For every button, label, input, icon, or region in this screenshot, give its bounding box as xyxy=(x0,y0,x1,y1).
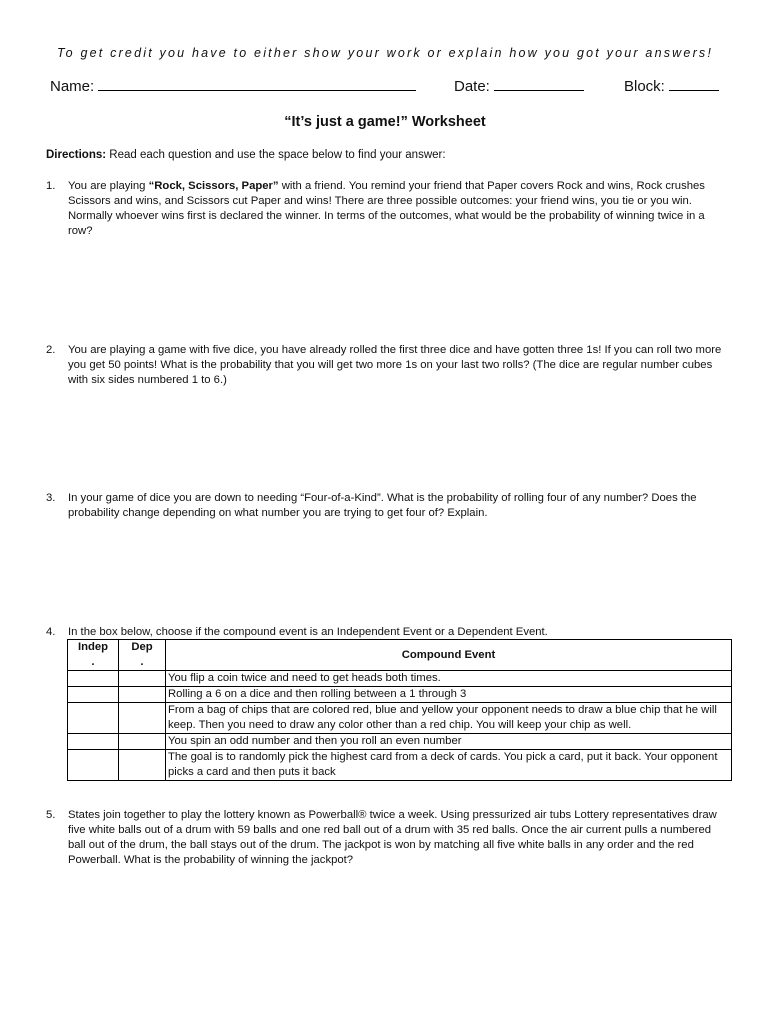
event-cell: You spin an odd number and then you roll an even number xyxy=(166,734,732,750)
dependent-cell[interactable] xyxy=(119,703,166,734)
table-row xyxy=(68,671,732,687)
question-number: 2. xyxy=(46,344,56,356)
question-4 xyxy=(46,625,726,640)
question-text: In the box below, choose if the compound event is an Independent Event or a Dependent Event. xyxy=(68,626,548,638)
event-cell: The goal is to randomly pick the highest card from a deck of cards. You pick a card, put it back. Your opponent picks a card and then puts it back xyxy=(166,750,732,781)
question-text: You are playing “Rock, Scissors, Paper” with a friend. You remind your friend that Paper covers Rock and wins, Rock crushes Scissors and wins, and Scissors cut Paper and wins! There are three possible outcomes: your friend wins, you tie or you win. Normally whoever wins first is declared the winner. In terms of the outcomes, what would be the probability of winning twice in a row? xyxy=(68,180,705,237)
independent-cell[interactable] xyxy=(68,703,119,734)
independent-cell[interactable] xyxy=(68,734,119,750)
name-field xyxy=(50,76,416,95)
event-cell: From a bag of chips that are colored red, blue and yellow your opponent needs to draw a blue chip that he will keep. Then you need to draw any color other than a red chip. You will keep your chip as well. xyxy=(166,703,732,734)
directions xyxy=(46,149,446,161)
block-field xyxy=(624,76,719,95)
directions-text: Read each question and use the space below to find your answer: xyxy=(109,149,446,161)
column-header-compound-event: Compound Event xyxy=(166,640,732,671)
worksheet-title: “It’s just a game!” Worksheet xyxy=(284,114,486,130)
question-2 xyxy=(46,343,726,388)
question-3 xyxy=(46,491,726,521)
question-number: 1. xyxy=(46,180,56,192)
event-cell: Rolling a 6 on a dice and then rolling between a 1 through 3 xyxy=(166,687,732,703)
question-5 xyxy=(46,808,726,868)
table-row xyxy=(68,734,732,750)
independent-cell[interactable] xyxy=(68,750,119,781)
question-text: You are playing a game with five dice, you have already rolled the first three dice and have gotten three 1s! If you can roll two more you get 50 points! What is the probability that you will get two more 1s on your last two rolls? (The dice are regular number cubes with six sides numbered 1 to 6.) xyxy=(68,344,722,386)
independent-cell[interactable] xyxy=(68,687,119,703)
question-number: 5. xyxy=(46,809,56,821)
directions-label: Directions: xyxy=(46,149,107,161)
credit-note: To get credit you have to either show your work or explain how you got your answers! xyxy=(56,46,714,60)
name-line[interactable] xyxy=(98,76,416,91)
date-label: Date: xyxy=(454,78,490,95)
dependent-cell[interactable] xyxy=(119,687,166,703)
question-number: 3. xyxy=(46,492,56,504)
column-header-dependent: Dep . xyxy=(119,640,166,671)
question-text: In your game of dice you are down to needing “Four-of-a-Kind”. What is the probability of rolling four of any number? Does the probability change depending on what number you are trying to get four of? Explain. xyxy=(68,492,697,519)
question-text: States join together to play the lottery known as Powerball® twice a week. Using pressurized air tubs Lottery representatives draw five white balls out of a drum with 59 balls and one red ball out of a drum with 35 red balls. Once the air current pulls a numbered ball out of the drum, the ball stays out of the drum. The jackpot is won by matching all five white balls in any order and the red Powerball. What is the probability of winning the jackpot? xyxy=(68,809,717,866)
independent-cell[interactable] xyxy=(68,671,119,687)
block-line[interactable] xyxy=(669,76,719,91)
name-label: Name: xyxy=(50,78,95,95)
block-label: Block: xyxy=(624,78,665,95)
table-header-row xyxy=(68,640,732,671)
dependent-cell[interactable] xyxy=(119,734,166,750)
column-header-independent: Indep . xyxy=(68,640,119,671)
table-row xyxy=(68,703,732,734)
date-field xyxy=(454,76,584,95)
compound-event-table xyxy=(67,639,732,781)
question-number: 4. xyxy=(46,626,56,638)
dependent-cell[interactable] xyxy=(119,750,166,781)
event-cell: You flip a coin twice and need to get heads both times. xyxy=(166,671,732,687)
question-1 xyxy=(46,179,726,239)
date-line[interactable] xyxy=(494,76,584,91)
table-row xyxy=(68,750,732,781)
table-row xyxy=(68,687,732,703)
dependent-cell[interactable] xyxy=(119,671,166,687)
